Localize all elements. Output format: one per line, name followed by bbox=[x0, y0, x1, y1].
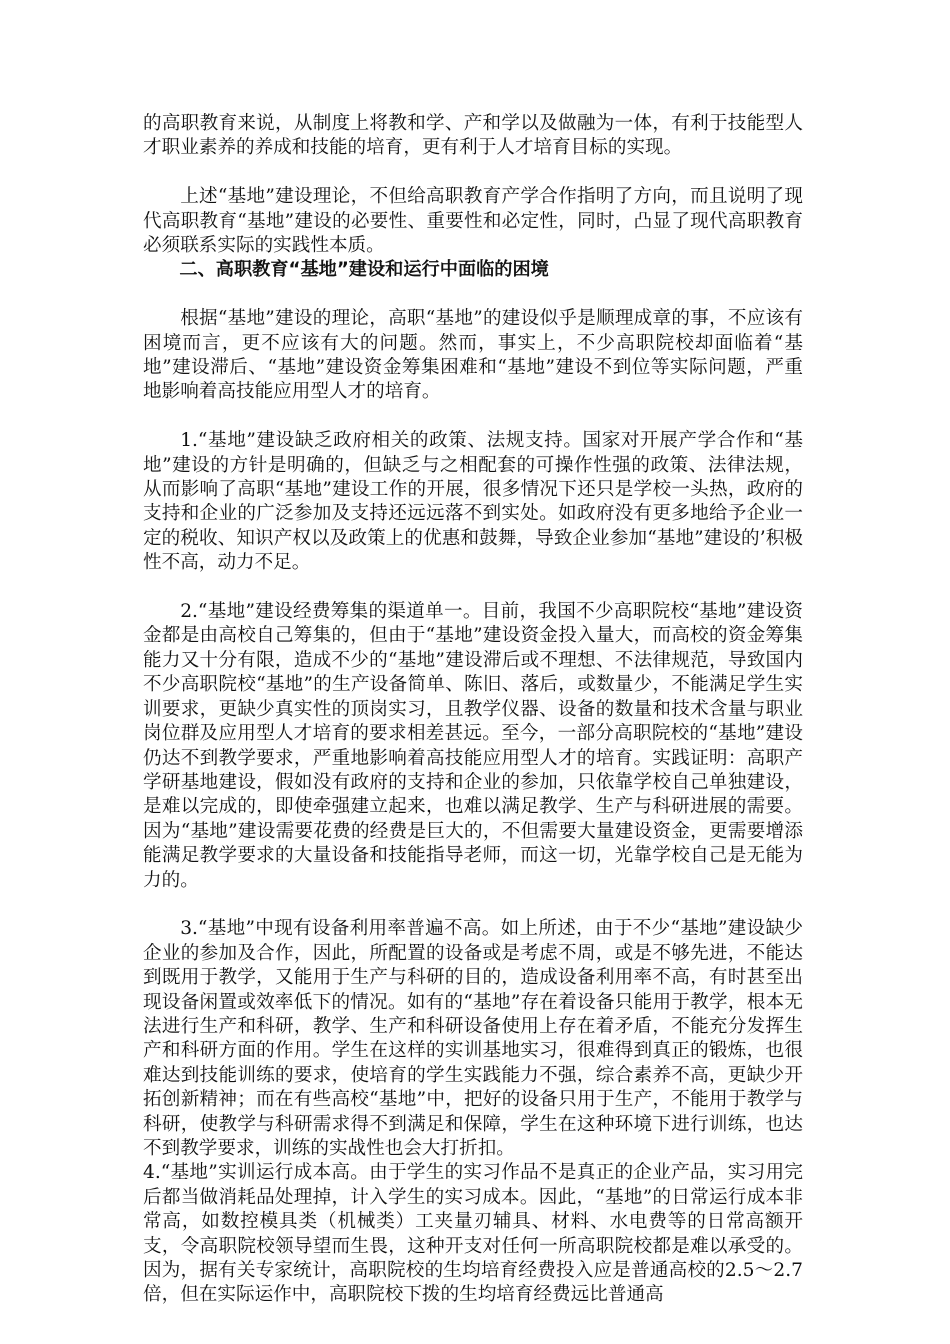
paragraph-theory-summary: 上述“基地”建设理论，不但给高职教育产学合作指明了方向，而且说明了现代高职教育“基地”建设的必要性、重要性和必定性，同时，凸显了现代高职教育必须联系实际的实践性本质。 bbox=[143, 186, 803, 257]
paragraph-point-4: 4.“基地”实训运行成本高。由于学生的实习作品不是真正的企业产品，实习用完后都当做消耗品处理掉，计入学生的实习成本。因此，“基地”的日常运行成本非常高，如数控模具类（机械类）工夹量刃辅具、材料、水电费等的日常高额开支，令高职院校领导望而生畏，这种开支对任何一所高职院校都是难以承受的。因为，据有关专家统计，高职院校的生均培育经费投入应是普通高校的2.5～2.7倍，但在实际运作中，高职院校下拨的生均培育经费远比普通高 bbox=[143, 1162, 803, 1306]
paragraph-intro-difficulties: 根据“基地”建设的理论，高职“基地”的建设似乎是顺理成章的事，不应该有困境而言，更不应该有大的问题。然而，事实上，不少高职院校却面临着“基地”建设滞后、“基地”建设资金筹集困难和“基地”建设不到位等实际问题，严重地影响着高技能应用型人才的培育。 bbox=[143, 308, 803, 403]
paragraph-point-1: 1.“基地”建设缺乏政府相关的政策、法规支持。国家对开展产学合作和“基地”建设的方针是明确的，但缺乏与之相配套的可操作性强的政策、法律法规，从而影响了高职“基地”建设工作的开展，很多情况下还只是学校一头热，政府的支持和企业的广泛参加及支持还远远落不到实处。如政府没有更多地给予企业一定的税收、知识产权以及政策上的优惠和鼓舞，导致企业参加“基地”建设的’积极性不高，动力不足。 bbox=[143, 430, 803, 574]
paragraph-point-2: 2.“基地”建设经费筹集的渠道单一。目前，我国不少高职院校“基地”建设资金都是由高校自己筹集的，但由于“基地”建设资金投入量大，而高校的资金筹集能力又十分有限，造成不少的“基地”建设滞后或不理想、不法律规范，导致国内不少高职院校“基地”的生产设备简单、陈旧、落后，或数量少，不能满足学生实训要求，更缺少真实性的顶岗实习，且教学仪器、设备的数量和技术含量与职业岗位群及应用型人才培育的要求相差甚远。至今，一部分高职院校的“基地”建设仍达不到教学要求，严重地影响着高技能应用型人才的培育。实践证明：高职产学研基地建设，假如没有政府的支持和企业的参加，只依靠学校自己单独建设，是难以完成的，即使牵强建立起来，也难以满足教学、生产与科研进展的需要。因为“基地”建设需要花费的经费是巨大的，不但需要大量建设资金，更需要增添能满足教学要求的大量设备和技能指导老师，而这一切，光靠学校自己是无能为力的。 bbox=[143, 601, 803, 891]
paragraph-continuation: 的高职教育来说，从制度上将教和学、产和学以及做融为一体，有利于技能型人才职业素养的养成和技能的培育，更有利于人才培育目标的实现。 bbox=[143, 113, 803, 159]
document-body bbox=[143, 112, 803, 1308]
paragraph-point-3: 3.“基地”中现有设备利用率普遍不高。如上所述，由于不少“基地”建设缺少企业的参加及合作，因此，所配置的设备或是考虑不周，或是不够先进，不能达到既用于教学，又能用于生产与科研的目的，造成设备利用率不高，有时甚至出现设备闲置或效率低下的情况。如有的“基地”存在着设备只能用于教学，根本无法进行生产和科研，教学、生产和科研设备使用上存在着矛盾，不能充分发挥生产和科研方面的作用。学生在这样的实训基地实习，很难得到真正的锻炼，也很难达到技能训练的要求，使培育的学生实践能力不强，综合素养不高，更缺少开拓创新精神；而在有些高校“基地”中，把好的设备只用于生产，不能用于教学与科研，使教学与科研需求得不到满足和保障，学生在这种环境下进行训练，也达不到教学要求，训练的实战性也会大打折扣。 bbox=[143, 918, 803, 1159]
section-heading: 二、高职教育“基地”建设和运行中面临的困境 bbox=[179, 259, 549, 281]
